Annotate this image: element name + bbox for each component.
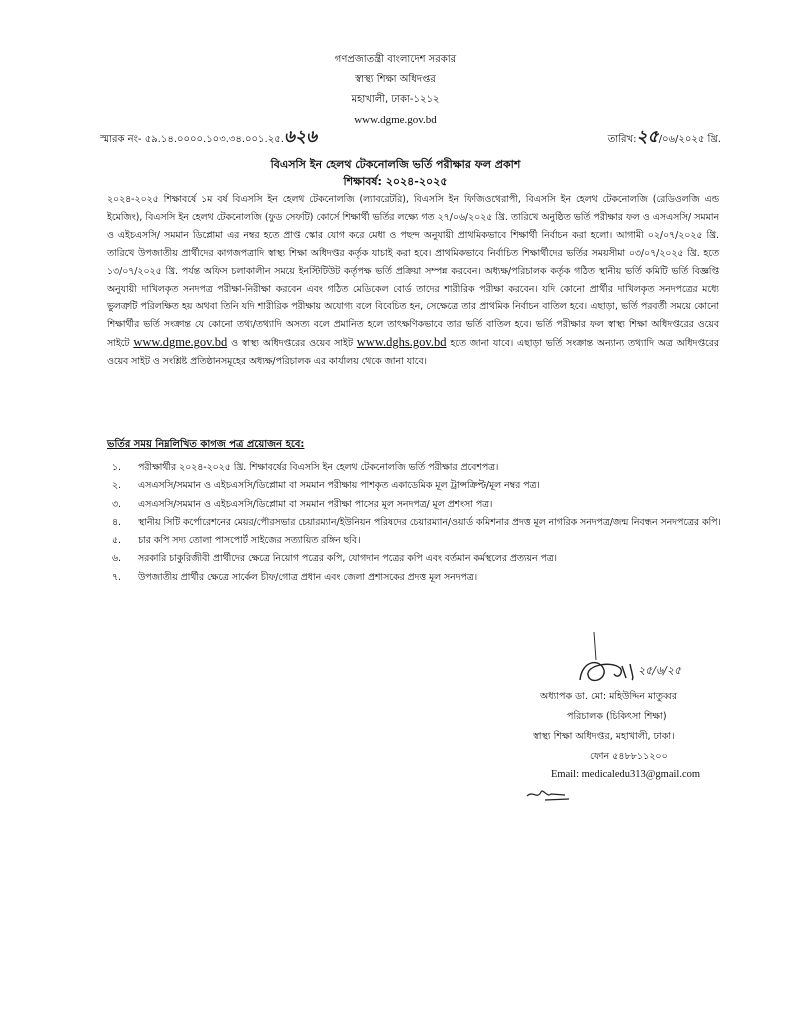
item-number: ২. [112, 480, 121, 492]
item-text: এসএসসি/সমমান ও এইচএসসি/ডিপ্লোমা বা সমমান পরীক্ষায় পাশকৃত একাডেমিক মূল ট্রান্সক্রিপ্ট/মূল নম্বর পত্র। [138, 480, 540, 492]
signatory-phone: ফোন ৫৪৮৮১১২০০ [590, 751, 668, 762]
directorate-name: স্বাস্থ্য শিক্ষা অধিদপ্তর [355, 74, 436, 85]
title-line: বিএসসি ইন হেলথ টেকনোলজি ভর্তি পরীক্ষার ফল প্রকাশ [270, 158, 521, 171]
item-text: এসএসসি/সমমান ও এইচএসসি/ডিপ্লোমা বা সমমান পরীক্ষা পাসের মূল সনদপত্র/ মূল প্রশংসা পত্র। [138, 498, 493, 510]
memo-number [100, 124, 317, 152]
signatory-designation: পরিচালক (চিকিৎসা শিক্ষা) [567, 711, 667, 722]
list-item [112, 532, 722, 550]
body-text-3: হতে জানা যাবে। এছাড়া ভর্তি সংক্রান্ত অন্যান্য তথ্যাদি অত্র অধিদপ্তরের ওয়েব সাইট ও সংশ্লিষ্ট প্রতিষ্ঠানসমূহের অধ্যক্ষ/পরিচালক এর কার্যালয় থেকে জানা যাবে। [107, 338, 719, 368]
item-number: ১. [112, 462, 121, 473]
issue-date [608, 124, 721, 152]
item-text: পরীক্ষার্থীর ২০২৪-২০২৫ খ্রি. শিক্ষাবর্ষের বিএসসি ইন হেলথ টেকনোলজি ভর্তি পরীক্ষার প্রবেশপত্র। [138, 462, 499, 473]
date-rest: /০৬/২০২৫ খ্রি. [658, 134, 721, 145]
item-number: ৫. [112, 535, 121, 547]
memo-prefix: স্মারক নং- ৫৯.১৪.০০০০.১০৩.৩৪.০০১.২৫. [100, 134, 284, 145]
list-item [112, 459, 722, 477]
dgme-link[interactable]: www.dgme.gov.bd [133, 335, 228, 350]
item-text: স্থানীয় সিটি কর্পোরেশনের মেয়র/পৌরসভার চেয়ারম্যান/ইউনিয়ন পরিষদের চেয়ারম্যান/ওয়ার্ড কমিশনার প্রদত্ত মূল নাগরিক সনদপত্র/জন্ম নিবন্ধন সনদপত্রের কপি। [138, 516, 721, 528]
item-number: ৪. [112, 516, 121, 528]
date-prefix: তারিখ: [607, 134, 637, 145]
signatory-email[interactable]: Email: medicaledu313@gmail.com [551, 769, 701, 780]
govt-name: গণপ্রজাতন্ত্রী বাংলাদেশ সরকার [334, 54, 457, 65]
item-text: সরকারি চাকুরিজীবী প্রার্থীদের ক্ষেত্রে নিয়োগ পত্রের কপি, যোগদান পত্রের কপি এবং বর্তমান কর্মস্থলের প্রত্যয়ন পত্র। [138, 553, 557, 565]
list-item [112, 477, 722, 495]
academic-session: শিক্ষাবর্ষ: ২০২৪-২০২৫ [343, 175, 448, 188]
signatory-office: স্বাস্থ্য শিক্ষা অধিদপ্তর, মহাখালী, ঢাকা। [533, 731, 675, 742]
item-text: উপজাতীয় প্রার্থীর ক্ষেত্রে সার্কেল চীফ/গোত্র প্রধান এবং জেলা প্রশাসকের প্রদত্ত মূল সনদপত্র। [138, 571, 478, 583]
item-text: চার কপি সদ্য তোলা পাসপোর্ট সাইজের সত্যায়িত রঙ্গিন ছবি। [138, 535, 361, 547]
notice-body [107, 191, 719, 371]
initial-mark [525, 782, 575, 804]
requirements-list [112, 459, 722, 587]
list-item [112, 514, 722, 532]
signature-date: ২৫/৬/২৫ [638, 664, 682, 677]
item-number: ৭. [112, 571, 121, 583]
signature-image [560, 630, 700, 690]
dghs-link[interactable]: www.dghs.gov.bd [356, 335, 447, 350]
notice-title [0, 156, 791, 190]
signatory-name: অধ্যাপক ডা. মো: মহিউদ্দিন মাতুব্বর [540, 691, 678, 702]
website: www.dgme.gov.bd [354, 114, 437, 126]
date-handwritten-day: ২৫ [636, 127, 659, 147]
list-item [112, 569, 722, 587]
item-number: ৬. [112, 553, 121, 565]
memo-handwritten-number: ৬২৬ [283, 127, 318, 147]
address: মহাখালী, ঢাকা-১২১২ [351, 94, 440, 105]
list-item [112, 550, 722, 568]
requirements-heading: ভর্তির সময় নিম্নলিখিত কাগজ পত্র প্রয়োজন হবে: [107, 439, 305, 450]
item-number: ৩. [112, 498, 121, 510]
list-item [112, 496, 722, 514]
body-text-1: ২০২৪-২০২৫ শিক্ষাবর্ষে ১ম বর্ষ বিএসসি ইন হেলথ টেকনোলজি (ল্যাবরেটরি), বিএসসি ইন ফিজিওথেরাপী, বিএসসি ইন হেলথ টেকনোলজি (রেডিওলজি এন্ড ইমেজিং), বিএসসি ইন হেলথ টেকনোলজি (ফুড সেফটি) কোর্সে শিক্ষার্থী ভর্তির লক্ষ্যে গত ২৭/০৬/২০২৫ খ্রি. তারিখে অনুষ্ঠিত ভর্তি পরীক্ষার ফল ও এসএসসি/ সমমান ও এইচএসসি/ সমমান ডিপ্লোমা এর নম্বর হতে প্রাপ্ত স্কোর যোগ করে মেধা ও পছন্দ অনুযায়ী প্রাথমিকভাবে শিক্ষার্থী নির্বাচন করা হলো। আগামী ০২/০৭/২০২৫ খ্রি. তারিখে উপজাতীয় প্রার্থীদের কাগজপত্রাদি স্বাস্থ্য শিক্ষা অধিদপ্তর কর্তৃক যাচাই করা হবে। প্রাথমিকভাবে নির্বাচিত শিক্ষার্থীদের ভর্তির সময়সীমা ০৩/০৭/২০২৫ খ্রি. হতে ১৩/০৭/২০২৫ খ্রি. পর্যন্ত অফিস চলাকালীন সময়ে ইনস্টিটিউট কর্তৃপক্ষ ভর্তি প্রক্রিয়া সম্পন্ন করবেন। অধ্যক্ষ/পরিচালক কর্তৃক গঠিত স্থানীয় ভর্তি কমিটি ভর্তি বিজ্ঞপ্তি অনুযায়ী দাখিলকৃত সনদপত্র পরীক্ষা-নিরীক্ষা করবেন এবং গঠিত মেডিকেল বোর্ড তাদের শারীরিক পরীক্ষা করবেন। যদি কোনো প্রার্থীর দাখিলকৃত সনদপত্রের মধ্যে ভুলত্রুটি পরিলক্ষিত হয় অথবা তিনি যদি শারীরিক পরীক্ষায় অযোগ্য বলে বিবেচিত হন, সেক্ষেত্রে তার প্রাথমিক নির্বাচন বাতিল হবে। এছাড়া, ভর্তি পরবর্তী সময়ে কোনো শিক্ষার্থীর ভর্তি সংক্রান্ত যে কোনো তথ্য/তথ্যাদি অসত্য বলে প্রমানিত হলে তাৎক্ষণিকভাবে তার ভর্তি বাতিল হবে। ভর্তি পরীক্ষার ফল স্বাস্থ্য শিক্ষা অধিদপ্তরের ওয়েব সাইটে [107, 194, 719, 350]
body-text-2: ও স্বাস্থ্য অধিদপ্তরের ওয়েব সাইট [231, 338, 353, 350]
